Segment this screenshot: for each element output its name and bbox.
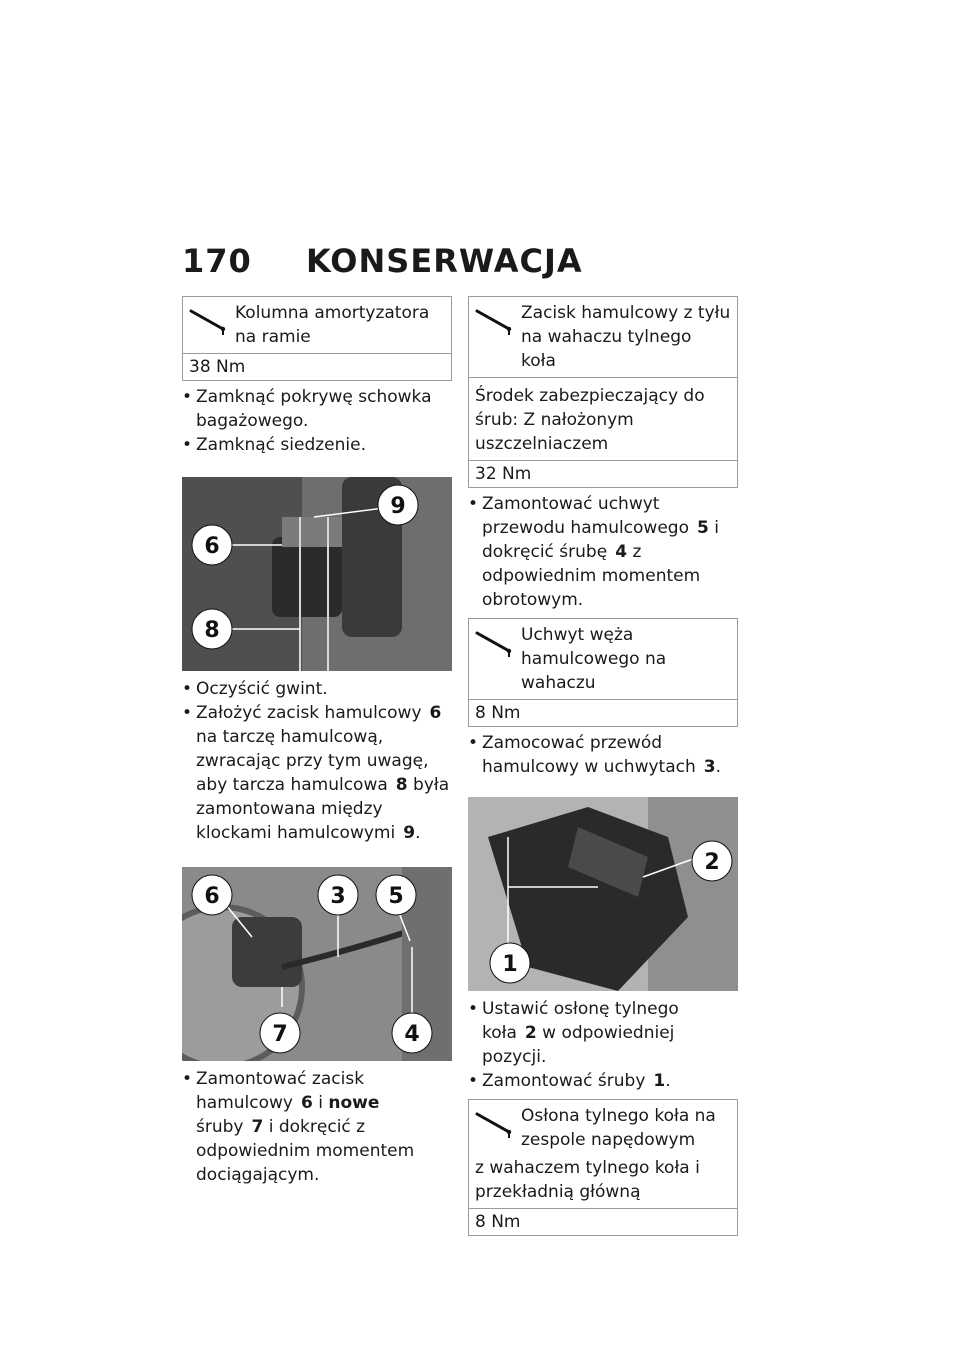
spec-title: Uchwyt węża hamulcowego na wahaczu xyxy=(521,625,667,693)
page-number: 170 xyxy=(182,242,252,280)
page-header xyxy=(182,242,583,280)
step-list xyxy=(182,385,452,457)
photo-rear-wheel-cover xyxy=(468,797,738,991)
callout-label: 6 xyxy=(204,884,220,909)
spec-title: Kolumna amortyzatora na ramie xyxy=(235,303,430,347)
spec-value: 8 Nm xyxy=(475,703,521,723)
reference-number: 1 xyxy=(653,1071,666,1091)
list-item: • Ustawić osłonę tylnego koła 2 w odpowiedniej pozycji. xyxy=(468,997,738,1069)
torque-spec-brake-hose-holder xyxy=(468,618,738,727)
spec-title: Osłona tylnego koła na zespole napędowym xyxy=(521,1106,716,1150)
right-column xyxy=(468,296,738,1240)
list-item: • Zamontować zacisk hamulcowy 6 i nowe śruby 7 i dokręcić z odpowiednim momentem dociągającym. xyxy=(182,1067,452,1187)
reference-number: 7 xyxy=(251,1117,264,1137)
reference-number: 3 xyxy=(703,757,716,777)
callout-label: 7 xyxy=(272,1022,288,1047)
photo-brake-caliper-pads xyxy=(182,477,452,671)
reference-number: 6 xyxy=(429,703,442,723)
list-item: • Oczyścić gwint. xyxy=(182,677,452,701)
reference-number: 9 xyxy=(403,823,416,843)
torque-wrench-icon xyxy=(189,307,231,337)
photo-caliper-mounting xyxy=(182,867,452,1061)
reference-number: 6 xyxy=(300,1093,313,1113)
callout-label: 5 xyxy=(388,884,404,909)
callout-label: 9 xyxy=(390,494,406,519)
reference-number: 2 xyxy=(524,1023,537,1043)
step-list xyxy=(468,492,738,612)
reference-number: 8 xyxy=(395,775,408,795)
spec-value: 32 Nm xyxy=(475,464,532,484)
list-item: • Zamocować przewód hamulcowy w uchwytach 3. xyxy=(468,731,738,779)
callout-label: 4 xyxy=(404,1022,420,1047)
list-item: • Zamontować śruby 1. xyxy=(468,1069,738,1093)
list-item: • Zamknąć siedzenie. xyxy=(182,433,452,457)
callout-label: 1 xyxy=(502,952,518,977)
step-list xyxy=(468,731,738,779)
step-list xyxy=(182,1067,452,1187)
reference-number: 5 xyxy=(697,518,709,538)
callout-label: 8 xyxy=(204,618,220,643)
torque-spec-rear-wheel-cover xyxy=(468,1099,738,1236)
torque-spec-rear-caliper xyxy=(468,296,738,488)
spec-value: 8 Nm xyxy=(469,1208,737,1235)
spec-note: Środek zabezpieczający do śrub: Z nałożonym uszczelniaczem xyxy=(469,378,737,461)
callout-label: 3 xyxy=(330,884,346,909)
spec-value: 38 Nm xyxy=(189,357,246,377)
torque-wrench-icon xyxy=(475,1110,517,1140)
reference-number: 4 xyxy=(615,542,628,562)
list-item: • Zamknąć pokrywę schowka bagażowego. xyxy=(182,385,452,433)
callout-label: 2 xyxy=(704,850,720,875)
list-item: • Zamontować uchwyt przewodu hamulcowego 5 i dokręcić śrubę 4 z odpowiednim momentem obrotowym. xyxy=(468,492,738,612)
emphasis-text: nowe xyxy=(328,1093,380,1113)
left-column xyxy=(182,296,452,1193)
torque-wrench-icon xyxy=(475,307,517,337)
torque-wrench-icon xyxy=(475,629,517,659)
list-item: • Założyć zacisk hamulcowy 6 na tarczę hamulcową, zwracając przy tym uwagę, aby tarcza hamulcowa 8 była zamontowana między klockami hamulcowymi 9. xyxy=(182,701,452,845)
torque-spec-shock-column xyxy=(182,296,452,381)
step-list xyxy=(182,677,452,845)
page-title: KONSERWACJA xyxy=(305,242,583,280)
step-list xyxy=(468,997,738,1093)
spec-title: Zacisk hamulcowy z tyłu na wahaczu tylnego koła xyxy=(521,303,731,371)
spec-subtitle: z wahaczem tylnego koła i przekładnią główną xyxy=(475,1158,700,1202)
callout-label: 6 xyxy=(204,534,220,559)
